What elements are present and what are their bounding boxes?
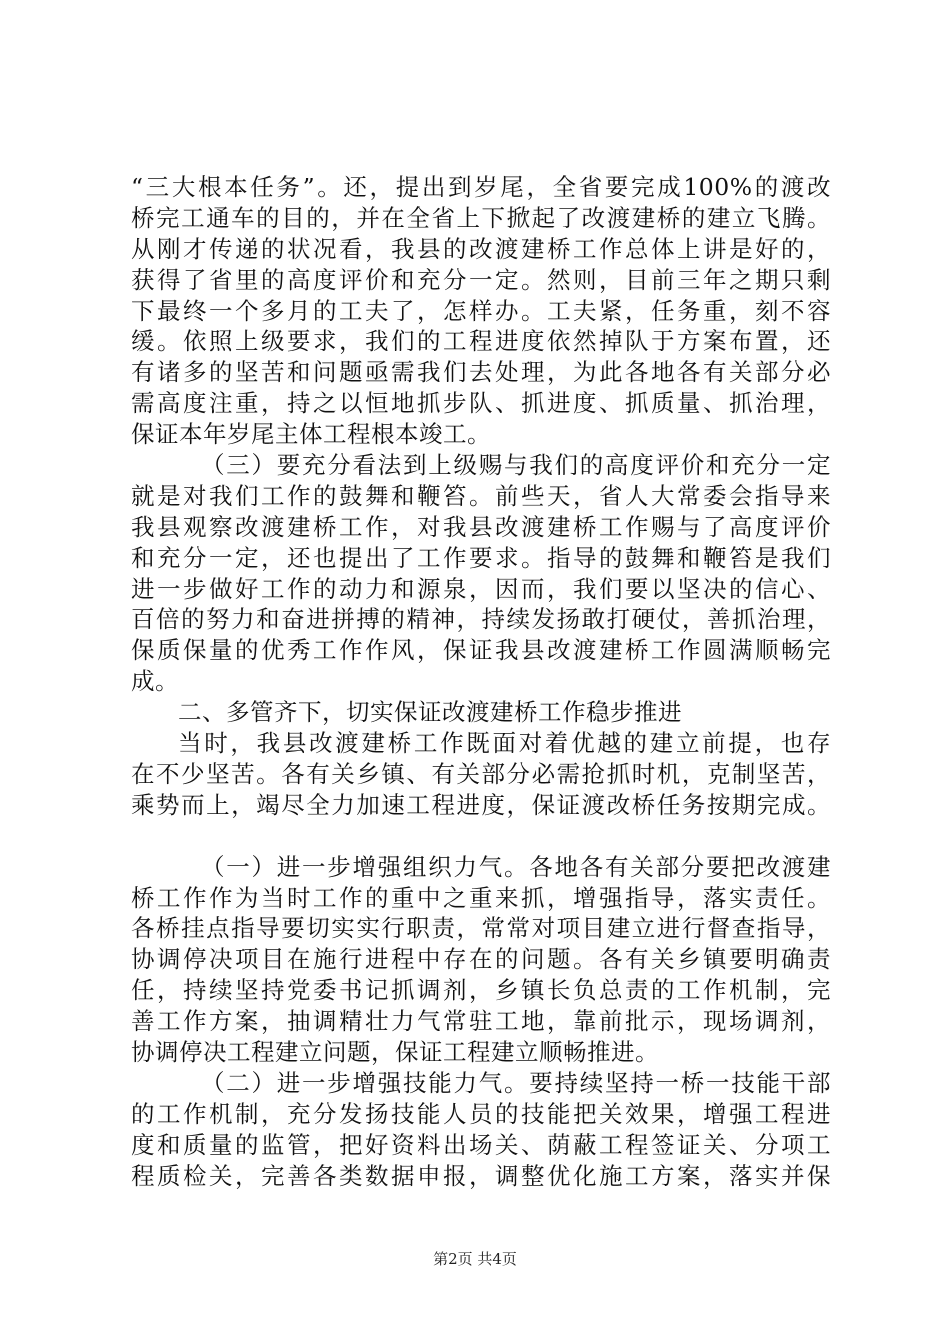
text-line: 进一步做好工作的动力和源泉，因而，我们要以坚决的信心、 — [131, 574, 831, 603]
text-line: 百倍的努力和奋进拼搏的精神，持续发扬敢打硬仗，善抓治理， — [131, 605, 831, 634]
text-line: 在不少坚苦。各有关乡镇、有关部分必需抢抓时机，克制坚苦， — [131, 759, 831, 788]
text-line: 的工作机制，充分发扬技能人员的技能把关效果，增强工程进 — [131, 1099, 831, 1128]
text-line: 和充分一定，还也提出了工作要求。指导的鼓舞和鞭笞是我们 — [131, 543, 831, 572]
text-line: （二）进一步增强技能力气。要持续坚持一桥一技能干部 — [201, 1068, 831, 1097]
section-heading: 二、多管齐下，切实保证改渡建桥工作稳步推进 — [178, 698, 682, 727]
text-line: 有诸多的坚苦和问题亟需我们去处理，为此各地各有关部分必 — [131, 358, 831, 387]
text-line: 桥完工通车的目的，并在全省上下掀起了改渡建桥的建立飞腾。 — [131, 203, 831, 232]
text-line: 获得了省里的高度评价和充分一定。然则，目前三年之期只剩 — [131, 265, 831, 294]
text-line: 当时，我县改渡建桥工作既面对着优越的建立前提，也存 — [178, 729, 831, 758]
text-line: （三）要充分看法到上级赐与我们的高度评价和充分一定 — [201, 451, 831, 480]
text-line: 度和质量的监管，把好资料出场关、荫蔽工程签证关、分项工 — [131, 1130, 831, 1159]
text-line: （一）进一步增强组织力气。各地各有关部分要把改渡建 — [201, 852, 831, 881]
text-line: 程质检关，完善各类数据申报，调整优化施工方案，落实并保 — [131, 1161, 831, 1190]
text-line: 成。 — [131, 667, 179, 696]
text-line: 缓。依照上级要求，我们的工程进度依然掉队于方案布置，还 — [131, 327, 831, 356]
text-line: 善工作方案，抽调精壮力气常驻工地，靠前批示，现场调剂， — [131, 1007, 831, 1036]
text-line: 下最终一个多月的工夫了，怎样办。工夫紧，任务重，刻不容 — [131, 296, 831, 325]
text-line: 协调停决工程建立问题，保证工程建立顺畅推进。 — [131, 1038, 659, 1067]
text-line: 各桥挂点指导要切实实行职责，常常对项目建立进行督查指导， — [131, 914, 831, 943]
text-line: 乘势而上，竭尽全力加速工程进度，保证渡改桥任务按期完成。 — [131, 790, 831, 819]
text-line: 需高度注重，持之以恒地抓步队、抓进度、抓质量、抓治理， — [131, 389, 831, 418]
text-line: 桥工作作为当时工作的重中之重来抓，增强指导，落实责任。 — [131, 883, 831, 912]
text-line: “三大根本任务”。还，提出到岁尾，全省要完成100%的渡改 — [131, 173, 831, 201]
text-line: 任，持续坚持党委书记抓调剂，乡镇长负总责的工作机制，完 — [131, 976, 831, 1005]
text-line: 从刚才传递的状况看，我县的改渡建桥工作总体上讲是好的， — [131, 234, 831, 263]
page-number-footer: 第2页 共4页 — [433, 1250, 517, 1268]
document-body — [131, 172, 831, 1192]
paragraph-gap — [131, 821, 831, 852]
text-line: 就是对我们工作的鼓舞和鞭笞。前些天，省人大常委会指导来 — [131, 481, 831, 510]
text-line: 协调停决项目在施行进程中存在的问题。各有关乡镇要明确责 — [131, 945, 831, 974]
text-line: 我县观察改渡建桥工作，对我县改渡建桥工作赐与了高度评价 — [131, 512, 831, 541]
text-line: 保证本年岁尾主体工程根本竣工。 — [131, 420, 491, 449]
text-line: 保质保量的优秀工作作风，保证我县改渡建桥工作圆满顺畅完 — [131, 636, 831, 665]
